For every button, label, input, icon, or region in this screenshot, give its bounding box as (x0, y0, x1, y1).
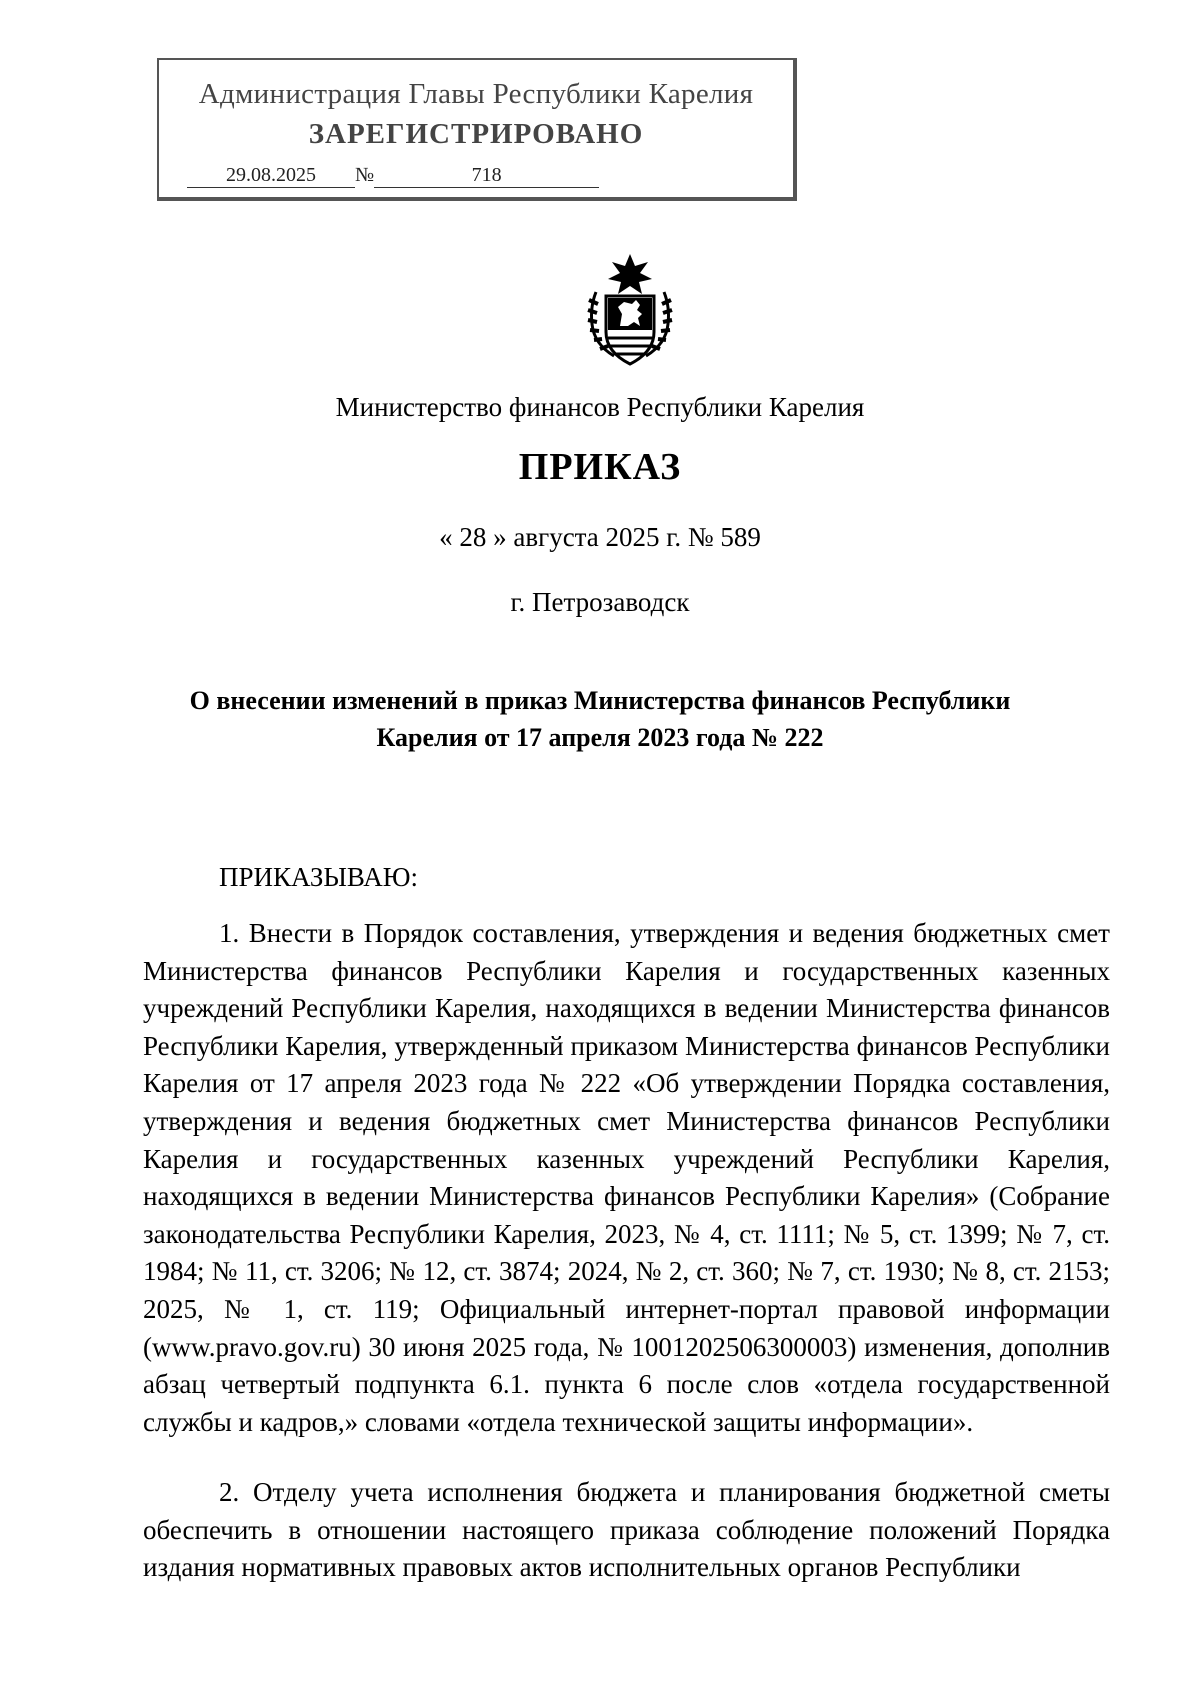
stamp-number-sign: № (355, 164, 375, 186)
order-word: ПРИКАЗЫВАЮ: (219, 862, 418, 892)
paragraph-2-text: 2. Отделу учета исполнения бюджета и планирования бюджетной сметы обеспечить в отношении настоящего приказа соблюдение положений Порядка издания нормативных правовых актов исполнительных органов Республики (143, 1477, 1110, 1583)
stamp-number: 718 (374, 164, 599, 188)
registration-stamp (157, 58, 797, 201)
order-subject (0, 682, 1200, 756)
subject-line-1: О внесении изменений в приказ Министерства финансов Республики (189, 686, 1011, 715)
paragraph-1 (143, 915, 1110, 1441)
document-type-title: ПРИКАЗ (518, 446, 682, 488)
stamp-status: ЗАРЕГИСТРИРОВАНО (308, 118, 644, 150)
paragraph-2 (143, 1474, 1110, 1587)
ministry-name: Министерство финансов Республики Карелия (335, 392, 865, 422)
order-date-number: « 28 » августа 2025 г. № 589 (439, 522, 761, 552)
karelia-coat-of-arms-icon (580, 252, 680, 370)
city-name: г. Петрозаводск (510, 587, 690, 617)
stamp-registration-line (187, 164, 599, 188)
stamp-date: 29.08.2025 (187, 164, 355, 188)
subject-line-2: Карелия от 17 апреля 2023 года № 222 (376, 723, 824, 752)
paragraph-1-text: 1. Внести в Порядок составления, утверждения и ведения бюджетных смет Министерства финансов Республики Карелия и государственных казенных учреждений Республики Карелия, находящихся в ведении Министерства финансов Республики Карелия, утвержденный приказом Министерства финансов Республики Карелия от 17 апреля 2023 года № 222 «Об утверждении Порядка составления, утверждения и ведения бюджетных смет Министерства финансов Республики Карелия и государственных казенных учреждений Республики Карелия, находящихся в ведении Министерства финансов Республики Карелия» (Собрание законодательства Республики Карелия, 2023, № 4, ст. 1111; № 5, ст. 1399; № 7, ст. 1984; № 11, ст. 3206; № 12, ст. 3874; 2024, № 2, ст. 360; № 7, ст. 1930; № 8, ст. 2153; 2025, № 1, ст. 119; Официальный интернет-портал правовой информации (www.pravo.gov.ru) 30 июня 2025 года, № 1001202506300003) изменения, дополнив абзац четвертый подпункта 6.1. пункта 6 после слов «отдела государственной службы и кадров,» словами «отдела технической защиты информации». (143, 918, 1110, 1437)
stamp-organization: Администрация Главы Республики Карелия (198, 78, 754, 110)
